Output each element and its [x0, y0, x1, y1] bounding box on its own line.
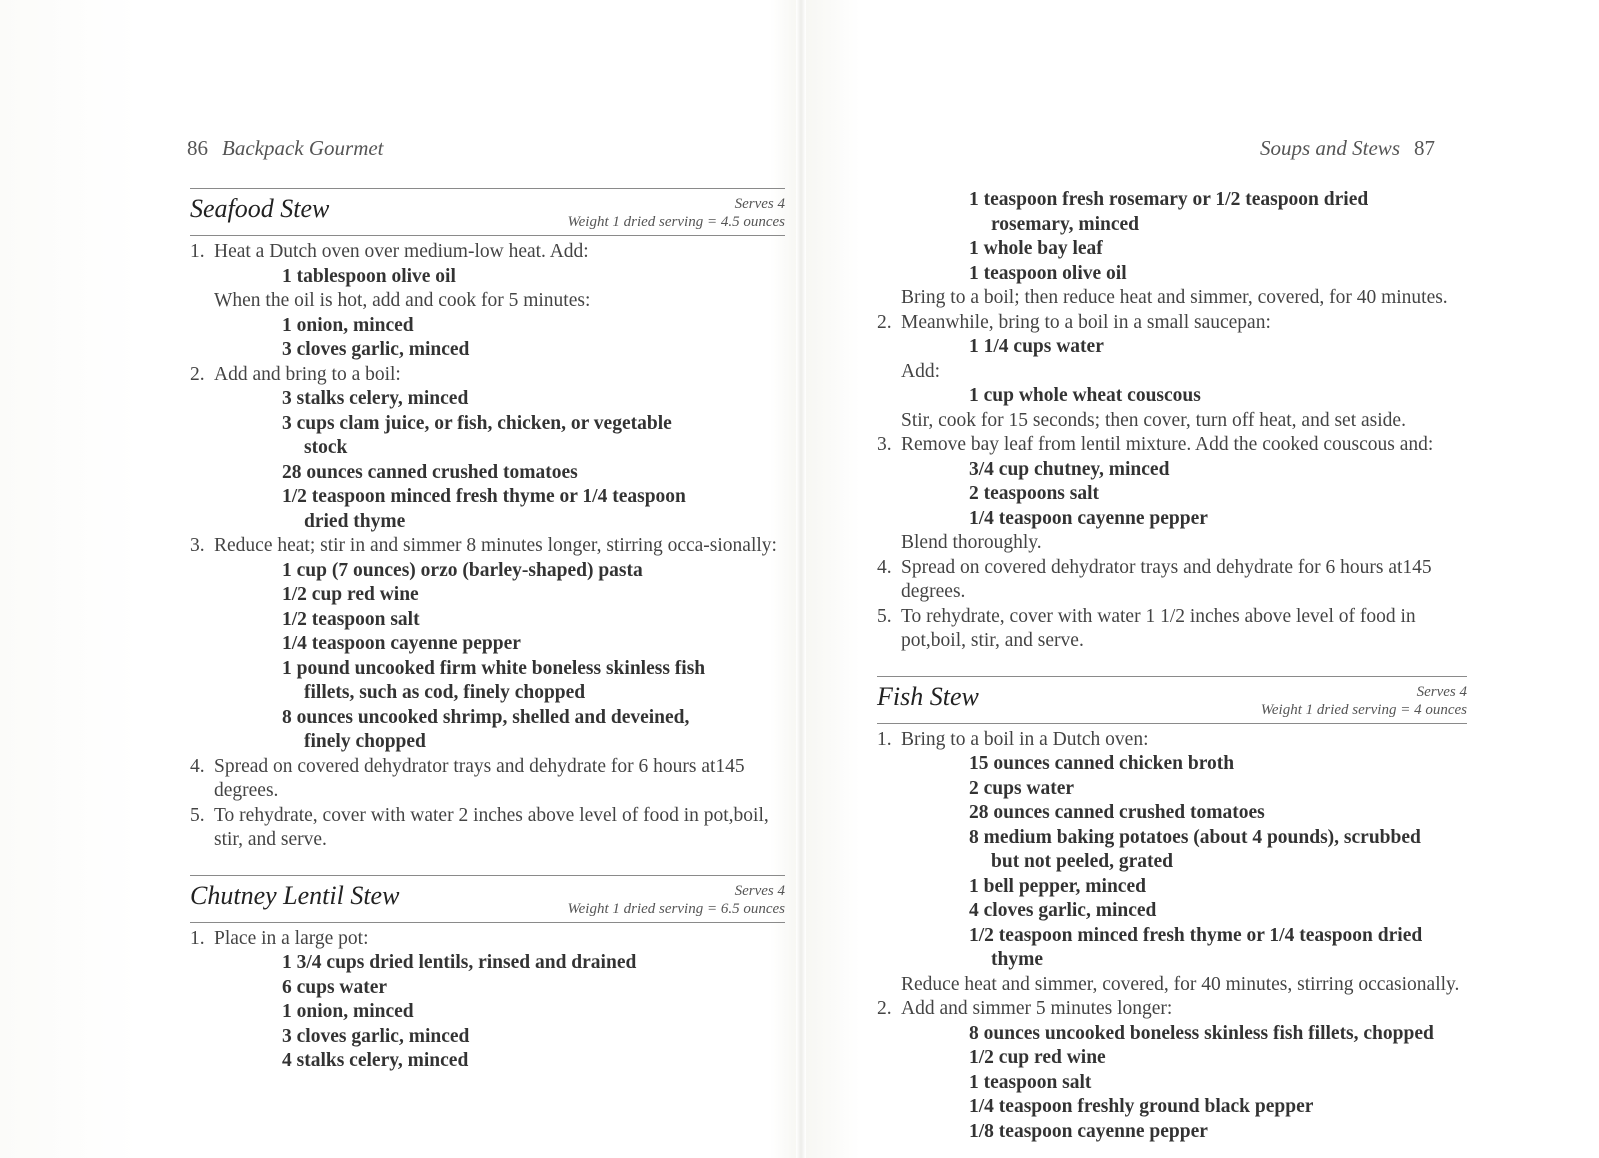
line-continuation: but not peeled, grated	[991, 851, 1173, 872]
ingredient-line	[190, 387, 785, 412]
line-text: Blend thoroughly.	[901, 532, 1042, 553]
book-gutter	[796, 0, 806, 1158]
ingredient-line	[877, 801, 1467, 826]
ingredient-line	[877, 1095, 1467, 1120]
instruction-note	[877, 409, 1467, 434]
line-text: 1/2 cup red wine	[969, 1047, 1106, 1068]
line-text: Reduce heat; stir in and simmer 8 minutes longer, stirring occa-	[214, 535, 710, 556]
step-number: 2.	[877, 998, 892, 1019]
line-text: 1 cup (7 ounces) orzo (barley-shaped) pasta	[282, 559, 643, 581]
line-text: To rehydrate, cover with water 1 1/2 inches above level of food in pot,	[901, 605, 1416, 651]
step-number: 1.	[190, 927, 205, 949]
recipe-step	[877, 605, 1467, 654]
recipe-step	[190, 755, 785, 804]
line-text: 1 pound uncooked firm white boneless skinless fish	[282, 657, 706, 679]
line-text: 1/2 teaspoon minced fresh thyme or 1/4 teaspoon dried	[969, 924, 1423, 946]
step-number: 3.	[190, 535, 205, 556]
recipe-body-fish-stew	[877, 728, 1467, 1145]
line-text: 1/4 teaspoon freshly ground black pepper	[969, 1096, 1314, 1117]
serves-text: Serves 4	[1416, 683, 1467, 700]
ingredient-line	[877, 777, 1467, 802]
ingredient-line	[877, 752, 1467, 777]
line-continuation: finely chopped	[304, 731, 426, 752]
instruction-note	[877, 531, 1467, 556]
line-text: 1/2 teaspoon salt	[282, 608, 420, 630]
ingredient-line	[190, 632, 785, 657]
line-continuation: boil, stir, and serve.	[214, 804, 769, 850]
ingredient-line	[190, 1000, 785, 1025]
line-text: 1 1/4 cups water	[969, 336, 1104, 357]
ingredient-line	[877, 1046, 1467, 1071]
line-text: 3/4 cup chutney, minced	[969, 458, 1170, 480]
recipe-meta	[568, 882, 785, 918]
recipe-body-chutney-lentil-stew	[190, 927, 785, 1074]
recipe-step	[190, 927, 785, 952]
instruction-note	[877, 973, 1467, 998]
ingredient-line	[190, 338, 785, 363]
recipe-meta	[568, 195, 785, 231]
ingredient-line	[877, 482, 1467, 507]
line-text: 8 medium baking potatoes (about 4 pounds), scrubbed	[969, 826, 1421, 848]
line-text: 15 ounces canned chicken broth	[969, 753, 1235, 774]
ingredient-line	[877, 899, 1467, 924]
line-text: 1/2 teaspoon minced fresh thyme or 1/4 teaspoon	[282, 486, 686, 507]
line-text: To rehydrate, cover with water 2 inches above level of food in pot,	[214, 804, 734, 826]
line-continuation: thyme	[991, 949, 1043, 970]
ingredient-line	[190, 314, 785, 339]
line-text: 1 teaspoon salt	[969, 1071, 1092, 1093]
line-text: 8 ounces uncooked shrimp, shelled and deveined,	[282, 706, 690, 728]
step-number: 4.	[190, 755, 205, 777]
recipe-step	[877, 997, 1467, 1022]
ingredient-line	[190, 559, 785, 584]
line-text: Add and bring to a boil:	[214, 363, 401, 385]
ingredient-line	[190, 976, 785, 1001]
recipe-step	[877, 556, 1467, 605]
ingredient-line	[877, 262, 1467, 287]
recipe-step	[190, 240, 785, 265]
line-continuation: 145 degrees.	[214, 755, 745, 801]
line-text: 1/8 teaspoon cayenne pepper	[969, 1120, 1208, 1142]
step-number: 5.	[190, 804, 205, 826]
ingredient-line	[190, 485, 785, 534]
ingredient-line	[877, 875, 1467, 900]
line-text: Bring to a boil; then reduce heat and simmer, covered, for 40 minutes.	[901, 287, 1448, 308]
line-text: 3 cups clam juice, or fish, chicken, or vegetable	[282, 412, 672, 434]
line-continuation: fillets, such as cod, finely chopped	[304, 682, 586, 703]
instruction-note	[190, 289, 785, 314]
step-number: 1.	[190, 241, 205, 262]
line-text: 3 cloves garlic, minced	[282, 1025, 470, 1047]
line-text: Meanwhile, bring to a boil in a small saucepan:	[901, 311, 1271, 333]
serves-text: Serves 4	[734, 882, 785, 899]
instruction-note	[877, 286, 1467, 311]
ingredient-line	[190, 412, 785, 461]
ingredient-line	[877, 924, 1467, 973]
line-text: Spread on covered dehydrator trays and dehydrate for 6 hours at	[901, 556, 1403, 578]
line-text: 1 3/4 cups dried lentils, rinsed and drained	[282, 952, 637, 973]
line-text: 1 onion, minced	[282, 1001, 414, 1022]
line-text: When the oil is hot, add and cook for 5 minutes:	[214, 290, 591, 311]
left-running-title: Backpack Gourmet	[222, 136, 384, 160]
line-continuation: 145 degrees.	[901, 556, 1432, 602]
ingredient-line	[190, 706, 785, 755]
ingredient-line	[877, 188, 1467, 237]
line-text: 1 bell pepper, minced	[969, 875, 1146, 897]
left-page-number: 86	[187, 136, 208, 160]
weight-text: Weight 1 dried serving = 4.5 ounces	[567, 214, 785, 230]
ingredient-line	[877, 458, 1467, 483]
recipe-header-seafood-stew	[190, 188, 785, 236]
ingredient-line	[190, 583, 785, 608]
instruction-note	[877, 360, 1467, 385]
left-running-header	[187, 136, 384, 161]
recipe-step	[190, 804, 785, 853]
ingredient-line	[877, 1120, 1467, 1145]
ingredient-line	[190, 265, 785, 290]
ingredient-line	[190, 608, 785, 633]
line-text: 1/4 teaspoon cayenne pepper	[282, 633, 521, 654]
step-number: 4.	[877, 556, 892, 578]
recipe-step	[877, 311, 1467, 336]
recipe-header-fish-stew	[877, 676, 1467, 724]
ingredient-line	[877, 1071, 1467, 1096]
line-text: Remove bay leaf from lentil mixture. Add the cooked couscous and:	[901, 434, 1434, 455]
line-text: 2 teaspoons salt	[969, 483, 1100, 504]
line-text: Reduce heat and simmer, covered, for 40 minutes, stirring occasionally.	[901, 973, 1460, 995]
recipe-title: Seafood Stew	[190, 194, 330, 223]
recipe-step	[877, 433, 1467, 458]
step-number: 3.	[877, 434, 892, 455]
line-text: 2 cups water	[969, 777, 1075, 799]
ingredient-line	[190, 657, 785, 706]
line-text: 28 ounces canned crushed tomatoes	[282, 461, 578, 483]
ingredient-line	[877, 237, 1467, 262]
ingredient-line	[877, 826, 1467, 875]
line-text: 1 tablespoon olive oil	[282, 265, 456, 287]
line-text: Stir, cook for 15 seconds; then cover, turn off heat, and set aside.	[901, 409, 1406, 431]
line-text: 1/2 cup red wine	[282, 584, 419, 605]
step-number: 1.	[877, 728, 892, 750]
step-number: 5.	[877, 605, 892, 627]
serves-text: Serves 4	[734, 196, 785, 212]
line-text: 28 ounces canned crushed tomatoes	[969, 802, 1265, 823]
line-text: Spread on covered dehydrator trays and dehydrate for 6 hours at	[214, 755, 716, 777]
recipe-body-seafood-stew	[190, 240, 785, 853]
line-continuation: sionally:	[709, 535, 777, 556]
recipe-step	[877, 728, 1467, 753]
line-text: 1 whole bay leaf	[969, 238, 1103, 259]
ingredient-line	[190, 1025, 785, 1050]
line-text: 1 teaspoon olive oil	[969, 262, 1127, 284]
step-number: 2.	[190, 363, 205, 385]
ingredient-line	[190, 951, 785, 976]
recipe-step	[190, 534, 785, 559]
line-text: 6 cups water	[282, 976, 388, 998]
ingredient-line	[877, 507, 1467, 532]
line-text: Bring to a boil in a Dutch oven:	[901, 728, 1149, 750]
recipe-title: Fish Stew	[877, 681, 979, 711]
line-continuation: dried thyme	[304, 510, 406, 532]
line-text: 1 teaspoon fresh rosemary or 1/2 teaspoon dried	[969, 189, 1369, 210]
weight-text: Weight 1 dried serving = 6.5 ounces	[567, 900, 785, 917]
line-continuation: stock	[304, 437, 348, 458]
right-running-header	[1260, 136, 1435, 161]
step-number: 2.	[877, 311, 892, 333]
ingredient-line	[877, 1022, 1467, 1047]
right-running-title: Soups and Stews	[1259, 136, 1400, 160]
line-continuation: rosemary, minced	[991, 213, 1140, 235]
line-text: 3 stalks celery, minced	[282, 388, 469, 409]
right-column	[877, 188, 1467, 1144]
line-text: 1 onion, minced	[282, 314, 414, 336]
ingredient-line	[190, 1049, 785, 1074]
recipe-meta	[1261, 683, 1467, 719]
recipe-step	[190, 363, 785, 388]
right-page-number: 87	[1414, 136, 1435, 160]
line-continuation: boil, stir, and serve.	[930, 630, 1084, 651]
line-text: 4 stalks celery, minced	[282, 1050, 469, 1071]
line-text: Place in a large pot:	[214, 927, 369, 949]
line-text: 8 ounces uncooked boneless skinless fish fillets, chopped	[969, 1022, 1434, 1044]
ingredient-line	[877, 384, 1467, 409]
left-column	[190, 188, 785, 1074]
weight-text: Weight 1 dried serving = 4 ounces	[1260, 701, 1467, 718]
ingredient-line	[877, 335, 1467, 360]
line-text: 1/4 teaspoon cayenne pepper	[969, 507, 1208, 529]
line-text: Add:	[901, 360, 940, 382]
line-text: 3 cloves garlic, minced	[282, 339, 470, 360]
recipe-body-chutney-lentil-stew-continued	[877, 188, 1467, 654]
line-text: 1 cup whole wheat couscous	[969, 385, 1201, 406]
ingredient-line	[190, 461, 785, 486]
line-text: 4 cloves garlic, minced	[969, 900, 1157, 921]
line-text: Add and simmer 5 minutes longer:	[901, 998, 1173, 1019]
recipe-title: Chutney Lentil Stew	[190, 880, 400, 910]
recipe-header-chutney-lentil-stew	[190, 875, 785, 923]
line-text: Heat a Dutch oven over medium-low heat. Add:	[214, 241, 589, 262]
